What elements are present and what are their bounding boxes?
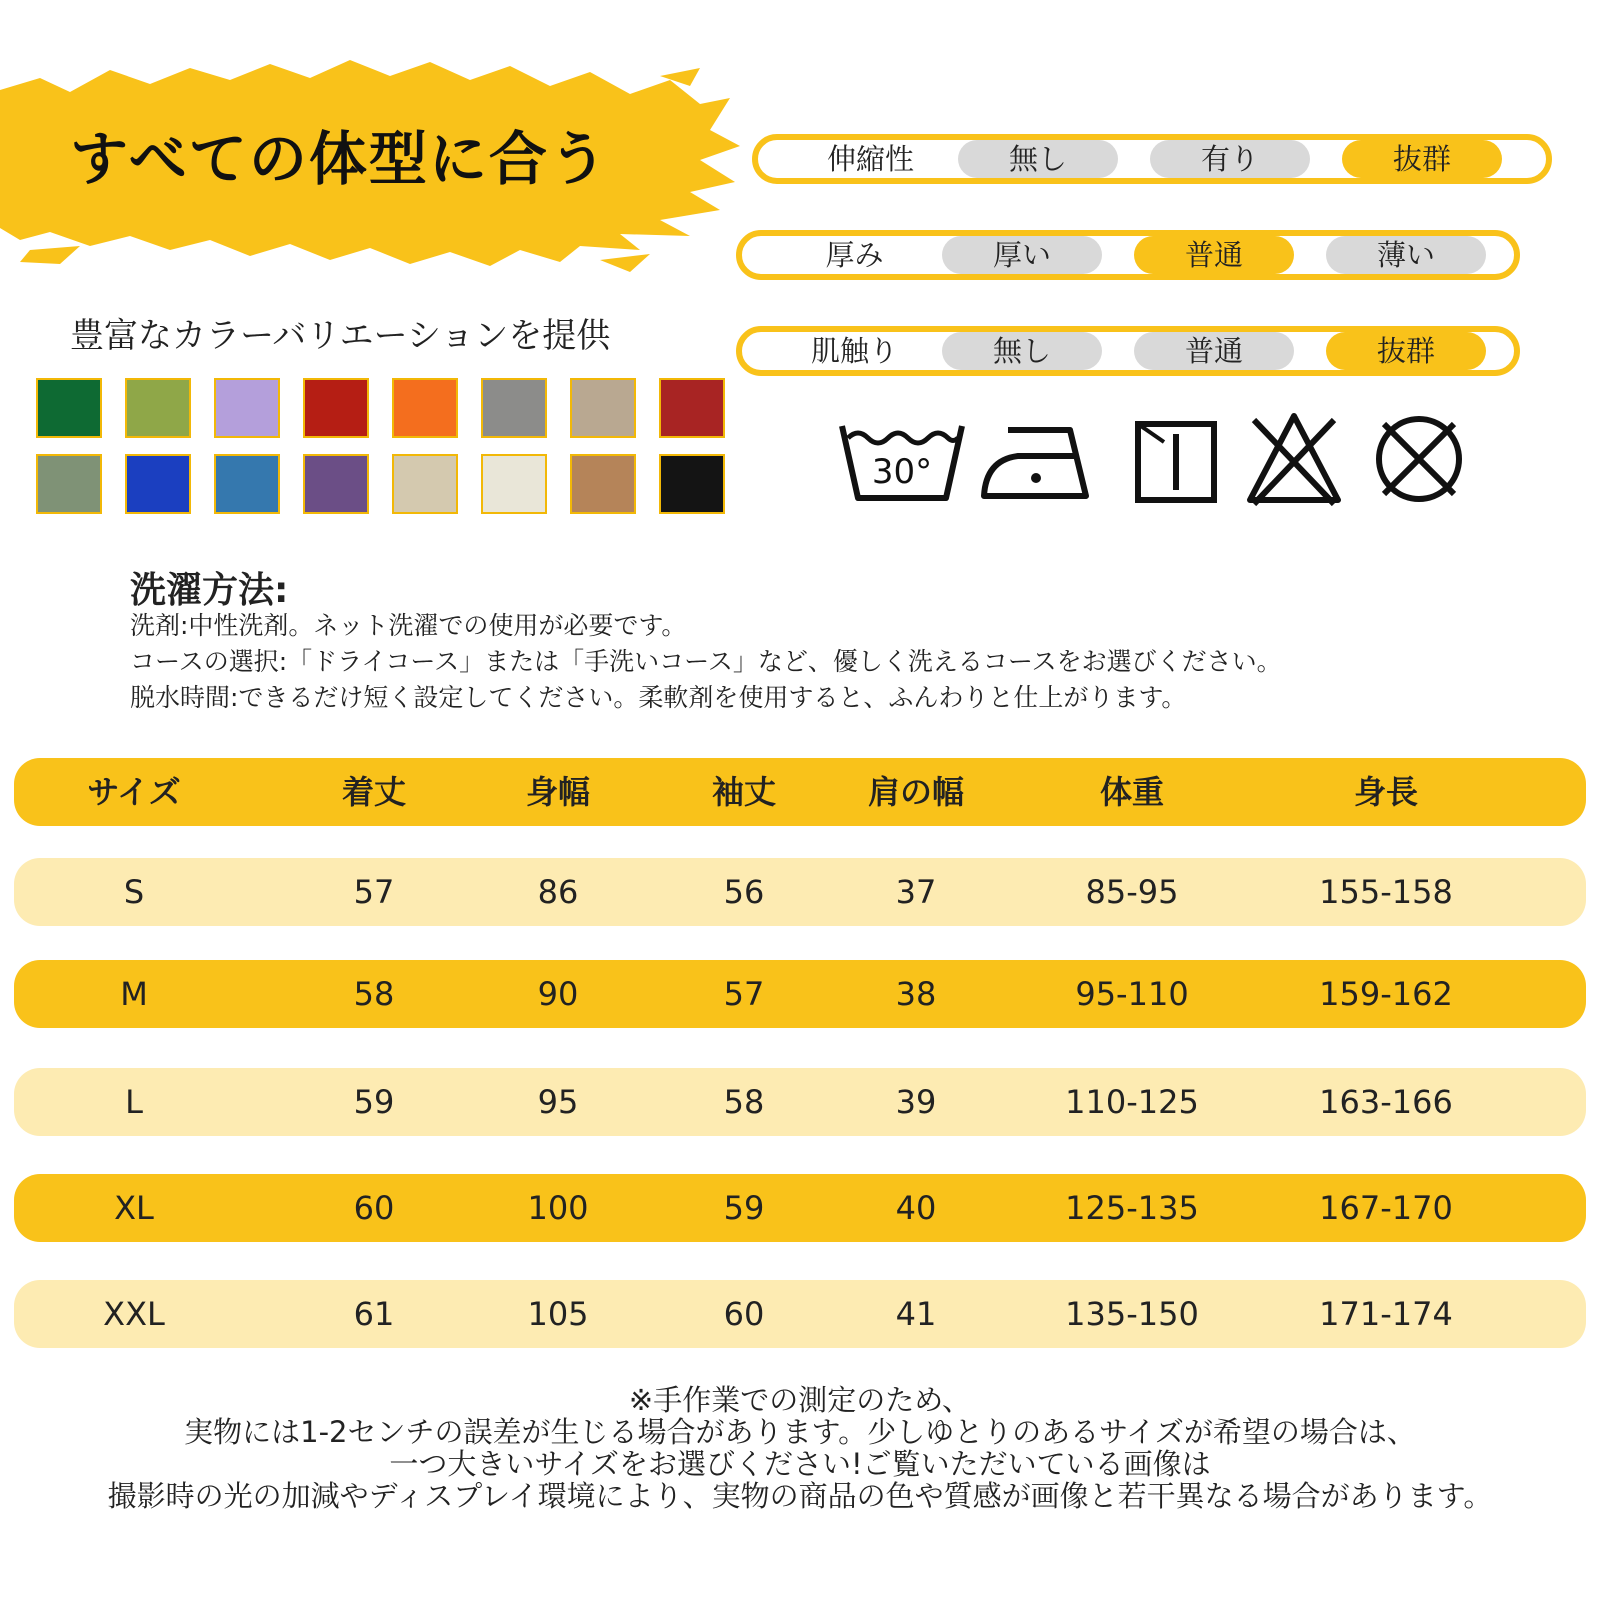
property-option-selected[interactable]: 普通	[1134, 236, 1294, 274]
washing-detergent-line: 洗剤:中性洗剤。ネット洗濯での使用が必要です。	[130, 611, 687, 640]
table-cell: 110-125	[1065, 1083, 1199, 1121]
table-cell: 159-162	[1319, 975, 1453, 1013]
table-header-cell: 身幅	[525, 773, 591, 811]
property-row	[736, 326, 1520, 376]
washing-method-title: 洗濯方法:	[130, 570, 289, 611]
wash-temp-label: 30°	[871, 452, 933, 492]
table-cell: 90	[537, 975, 579, 1013]
table-row	[14, 1068, 1586, 1136]
table-cell: 59	[723, 1189, 765, 1227]
table-cell: 38	[895, 975, 937, 1013]
table-cell: 39	[895, 1083, 937, 1121]
color-variation-title: 豊富なカラーバリエーションを提供	[70, 316, 611, 356]
table-cell: 105	[527, 1295, 589, 1333]
color-swatch[interactable]	[303, 454, 369, 514]
color-swatch[interactable]	[659, 454, 725, 514]
table-row	[14, 960, 1586, 1028]
wash-30-icon	[838, 420, 966, 502]
table-cell: 95-110	[1075, 975, 1189, 1013]
table-cell: 171-174	[1319, 1295, 1453, 1333]
table-header-cell: 身長	[1353, 773, 1419, 811]
color-swatch[interactable]	[570, 454, 636, 514]
washing-spin-line: 脱水時間:できるだけ短く設定してください。柔軟剤を使用すると、ふんわりと仕上がります。	[130, 683, 1187, 712]
color-swatch[interactable]	[570, 378, 636, 438]
table-cell: 40	[895, 1189, 937, 1227]
table-cell: 61	[353, 1295, 395, 1333]
table-cell: 95	[537, 1083, 579, 1121]
color-swatch[interactable]	[481, 378, 547, 438]
property-option[interactable]: 厚い	[942, 236, 1102, 274]
table-cell: 85-95	[1085, 873, 1179, 911]
table-cell: 58	[353, 975, 395, 1013]
property-option[interactable]: 普通	[1134, 332, 1294, 370]
table-cell: 57	[723, 975, 765, 1013]
no-dry-clean-icon	[1372, 412, 1466, 506]
color-swatch-grid	[36, 378, 725, 514]
property-label: 伸縮性	[826, 142, 914, 176]
table-cell: 163-166	[1319, 1083, 1453, 1121]
table-cell: 58	[723, 1083, 765, 1121]
property-option[interactable]: 無し	[958, 140, 1118, 178]
table-row	[14, 1280, 1586, 1348]
property-option-selected[interactable]: 抜群	[1342, 140, 1502, 178]
color-swatch[interactable]	[392, 454, 458, 514]
table-cell: XXL	[103, 1295, 165, 1333]
table-cell: 41	[895, 1295, 937, 1333]
table-header-cell: 袖丈	[711, 773, 777, 811]
color-swatch[interactable]	[392, 378, 458, 438]
property-option[interactable]: 無し	[942, 332, 1102, 370]
table-header-cell: 体重	[1099, 773, 1165, 811]
table-cell: S	[123, 873, 145, 911]
table-cell: 100	[527, 1189, 589, 1227]
note-line-4: 撮影時の光の加減やディスプレイ環境により、実物の商品の色や質感が画像と若干異なる場合があります。	[107, 1479, 1493, 1513]
table-header	[14, 758, 1586, 826]
color-swatch[interactable]	[214, 454, 280, 514]
table-cell: 86	[537, 873, 579, 911]
table-row	[14, 1174, 1586, 1242]
color-swatch[interactable]	[125, 378, 191, 438]
tumble-dry-icon	[1134, 420, 1218, 504]
table-cell: 59	[353, 1083, 395, 1121]
table-header-cell: サイズ	[87, 773, 181, 811]
note-line-2: 実物には1-2センチの誤差が生じる場合があります。少しゆとりのあるサイズが希望の場合は、	[184, 1415, 1416, 1449]
color-swatch[interactable]	[36, 378, 102, 438]
iron-low-icon	[980, 420, 1092, 502]
property-label: 厚み	[825, 238, 884, 272]
table-cell: 167-170	[1319, 1189, 1453, 1227]
property-option[interactable]: 有り	[1150, 140, 1310, 178]
color-swatch[interactable]	[659, 378, 725, 438]
table-cell: 135-150	[1065, 1295, 1199, 1333]
table-cell: 155-158	[1319, 873, 1453, 911]
banner-title: すべての体型に合う	[70, 125, 609, 193]
property-option[interactable]: 薄い	[1326, 236, 1486, 274]
table-cell: 60	[353, 1189, 395, 1227]
property-row	[752, 134, 1552, 184]
table-header-cell: 肩の幅	[867, 773, 965, 811]
color-swatch[interactable]	[214, 378, 280, 438]
table-cell: L	[125, 1083, 143, 1121]
table-cell: XL	[114, 1189, 154, 1227]
table-row	[14, 858, 1586, 926]
note-line-1: ※手作業での測定のため、	[628, 1383, 972, 1417]
property-row	[736, 230, 1520, 280]
property-option-selected[interactable]: 抜群	[1326, 332, 1486, 370]
color-swatch[interactable]	[36, 454, 102, 514]
table-header-cell: 着丈	[341, 773, 407, 811]
table-cell: M	[120, 975, 148, 1013]
table-cell: 57	[353, 873, 395, 911]
color-swatch[interactable]	[303, 378, 369, 438]
color-swatch[interactable]	[125, 454, 191, 514]
color-swatch[interactable]	[481, 454, 547, 514]
washing-course-line: コースの選択:「ドライコース」または「手洗いコース」など、優しく洗えるコースをお選びください。	[130, 647, 1282, 676]
table-cell: 60	[723, 1295, 765, 1333]
property-label: 肌触り	[810, 334, 898, 368]
table-cell: 56	[723, 873, 765, 911]
table-cell: 37	[895, 873, 937, 911]
no-bleach-icon	[1244, 408, 1344, 508]
note-line-3: 一つ大きいサイズをお選びください!ご覧いただいている画像は	[389, 1447, 1211, 1481]
table-cell: 125-135	[1065, 1189, 1199, 1227]
